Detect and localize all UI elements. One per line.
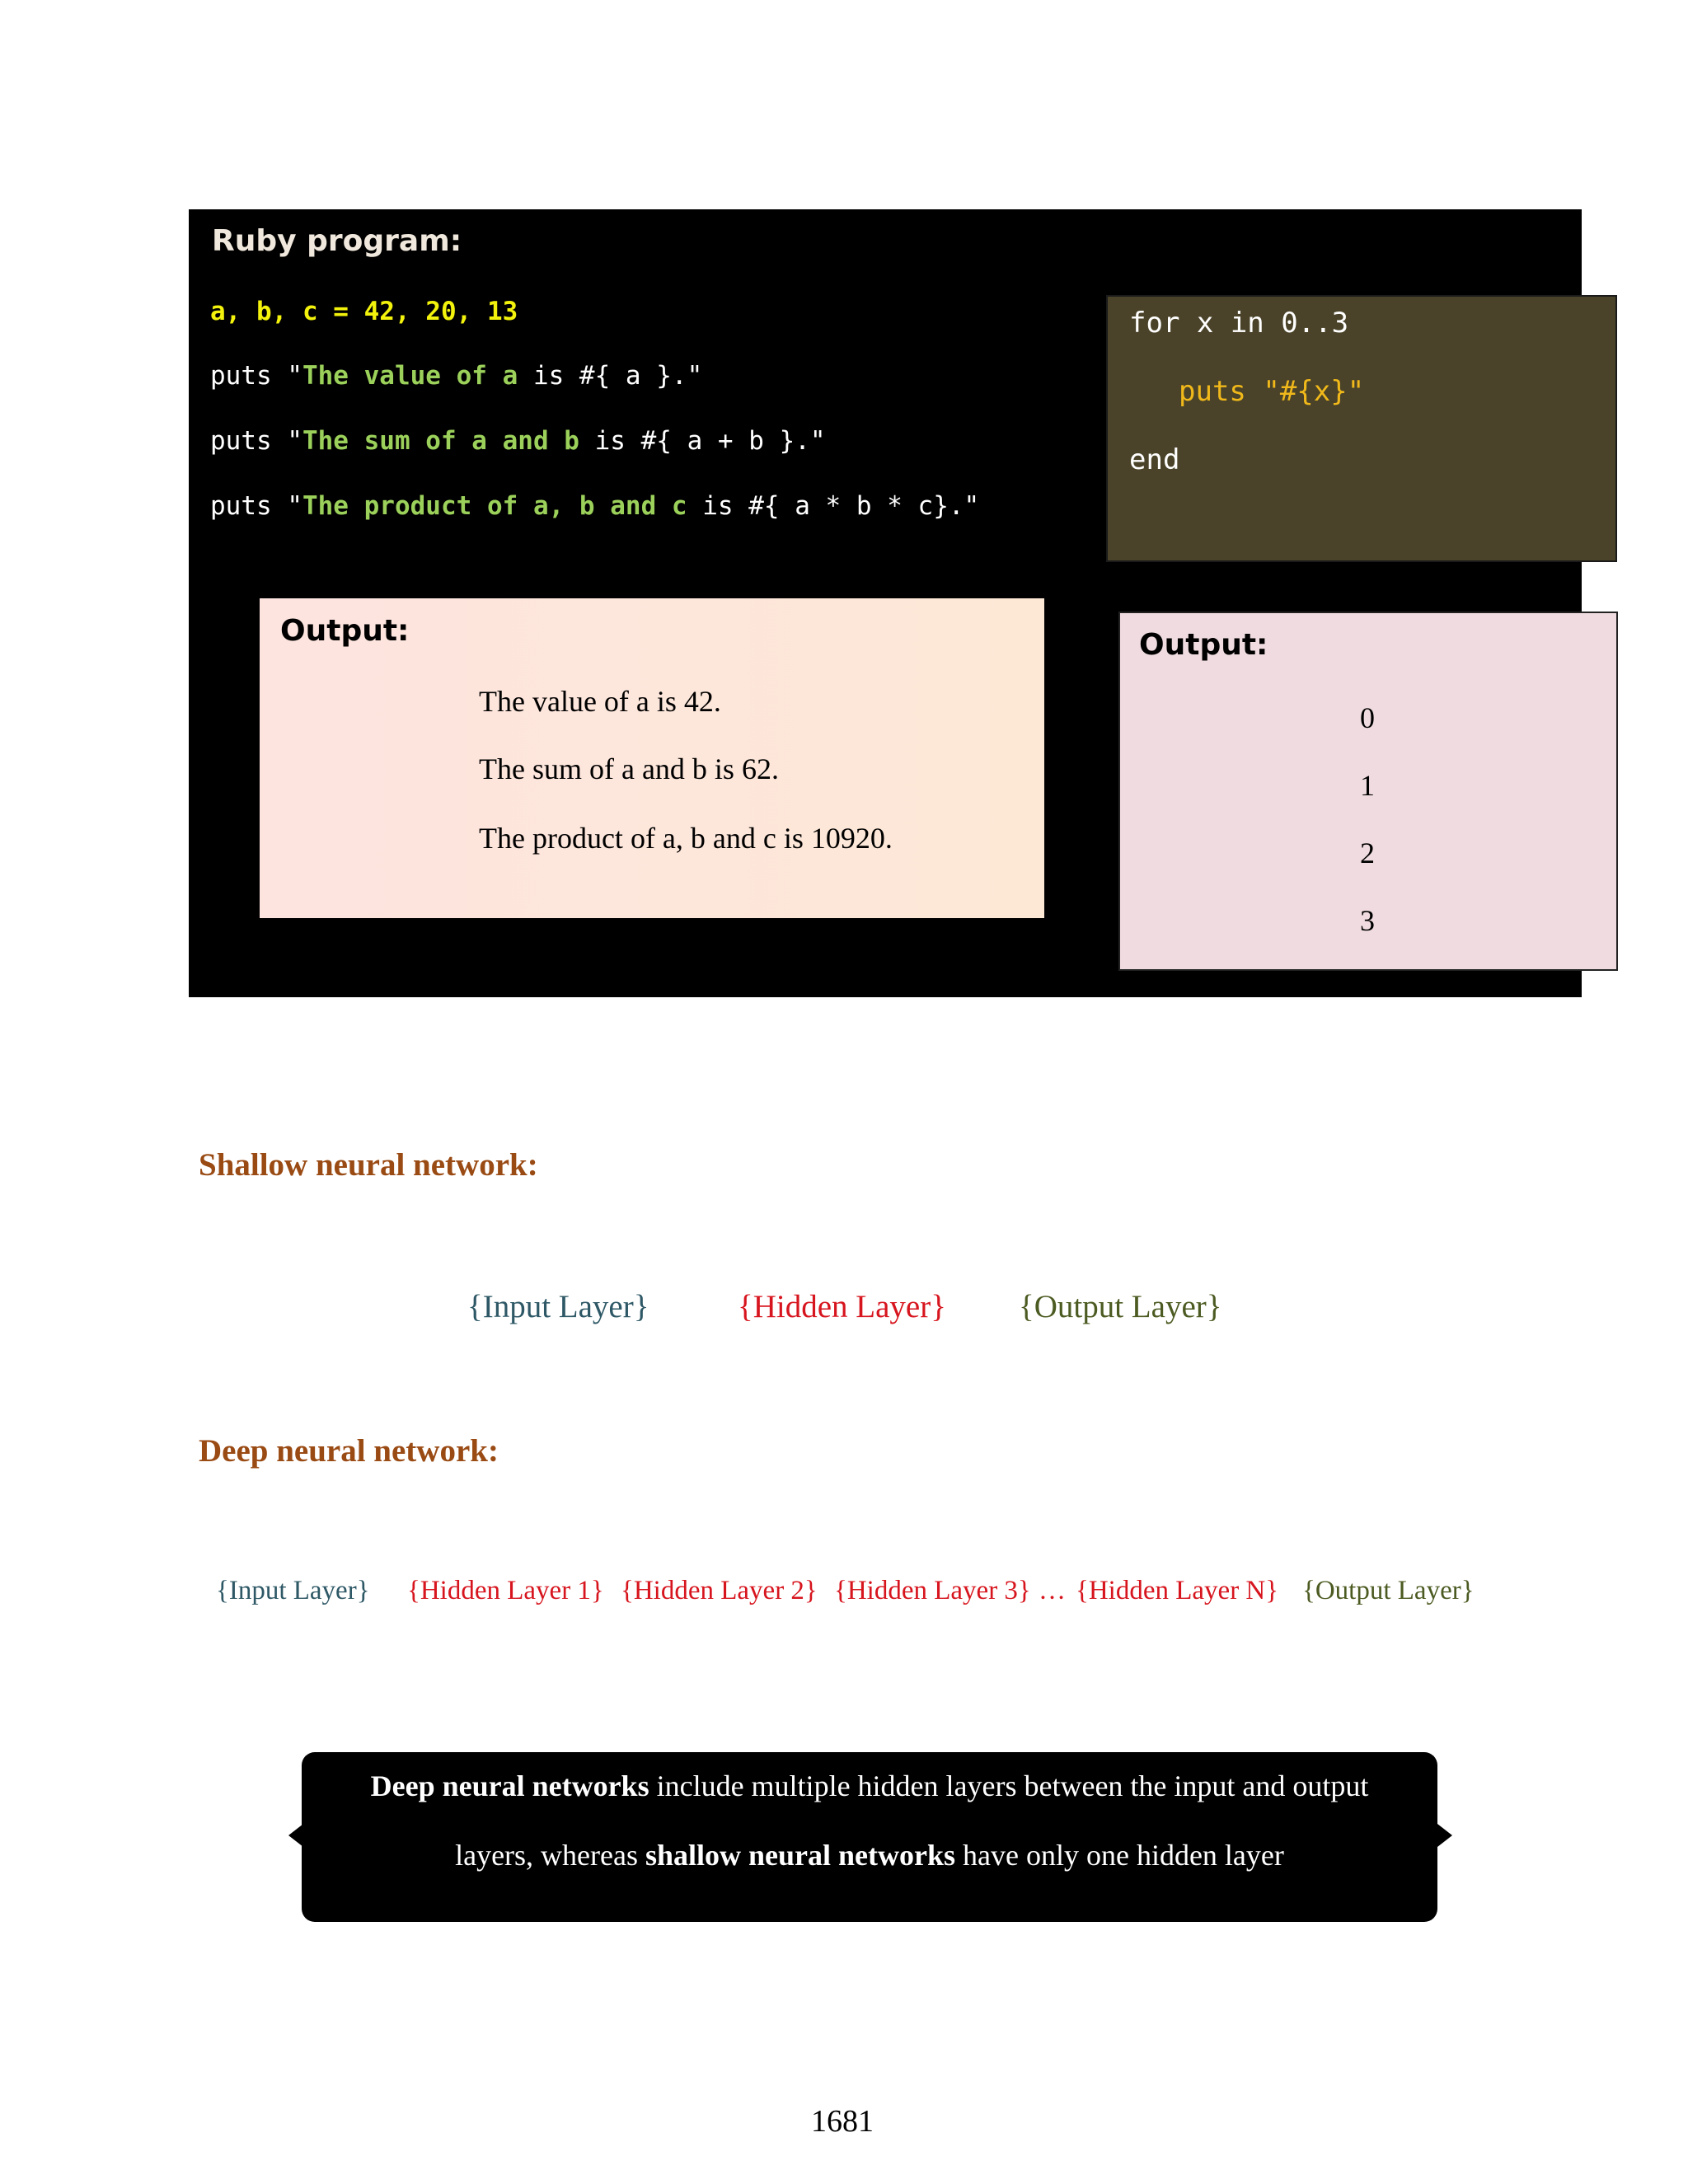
code-string: The sum of a and b: [302, 426, 579, 456]
code-keyword: puts ": [210, 491, 302, 521]
loop-line-for: for x in 0..3: [1129, 307, 1349, 340]
note-bold-shallow: shallow neural networks: [645, 1839, 956, 1872]
output-digit: 0: [1360, 701, 1375, 734]
deep-hidden-layer-n: {Hidden Layer N}: [1076, 1576, 1279, 1605]
shallow-hidden-layer: {Hidden Layer}: [738, 1289, 946, 1324]
loop-line-end: end: [1129, 443, 1180, 476]
output-line: The sum of a and b is 62.: [479, 752, 779, 785]
panel-title: Ruby program:: [212, 224, 462, 258]
code-interp: is #{ a * b * c}.": [687, 491, 980, 521]
note-line-1: [302, 1769, 1437, 1803]
deep-input-layer: {Input Layer}: [216, 1576, 370, 1605]
code-string: The product of a, b and c: [302, 491, 687, 521]
deep-hidden-layer-2: {Hidden Layer 2}: [621, 1576, 818, 1605]
deep-hidden-layer-1: {Hidden Layer 1}: [407, 1576, 604, 1605]
loop-line-puts: puts "#{x}": [1179, 375, 1365, 408]
deep-hidden-layer-3: {Hidden Layer 3}: [834, 1576, 1031, 1605]
output-title-1: Output:: [280, 614, 410, 648]
code-interp: is #{ a + b }.": [579, 426, 826, 456]
code-keyword: puts ": [210, 426, 302, 456]
code-line-puts-sum: [210, 426, 826, 456]
output-line: The value of a is 42.: [479, 685, 721, 718]
output-digit: 2: [1360, 837, 1375, 869]
output-digit: 1: [1360, 769, 1375, 802]
code-interp: is #{ a }.": [518, 361, 703, 391]
note-bold-deep: Deep neural networks: [370, 1769, 649, 1802]
deep-ellipsis: …: [1039, 1576, 1066, 1605]
shallow-output-layer: {Output Layer}: [1019, 1289, 1222, 1324]
shallow-heading: Shallow neural network:: [199, 1147, 538, 1183]
note-line-2: [302, 1838, 1437, 1872]
note-text: layers, whereas: [455, 1839, 645, 1872]
code-line-puts-value: [210, 361, 702, 391]
code-line-puts-product: [210, 491, 979, 521]
note-text: include multiple hidden layers between the input and output: [649, 1769, 1369, 1802]
callout-tip-right: [1437, 1824, 1452, 1847]
output-digit: 3: [1360, 904, 1375, 937]
note-text: have only one hidden layer: [955, 1839, 1284, 1872]
code-line-assign: a, b, c = 42, 20, 13: [210, 297, 518, 326]
code-keyword: puts ": [210, 361, 302, 391]
output-line: The product of a, b and c is 10920.: [479, 822, 893, 855]
shallow-input-layer: {Input Layer}: [467, 1289, 649, 1324]
output-title-2: Output:: [1139, 628, 1268, 662]
deep-heading: Deep neural network:: [199, 1433, 499, 1469]
deep-output-layer: {Output Layer}: [1302, 1576, 1475, 1605]
page-number: 1681: [811, 2104, 874, 2139]
code-string: The value of a: [302, 361, 518, 391]
